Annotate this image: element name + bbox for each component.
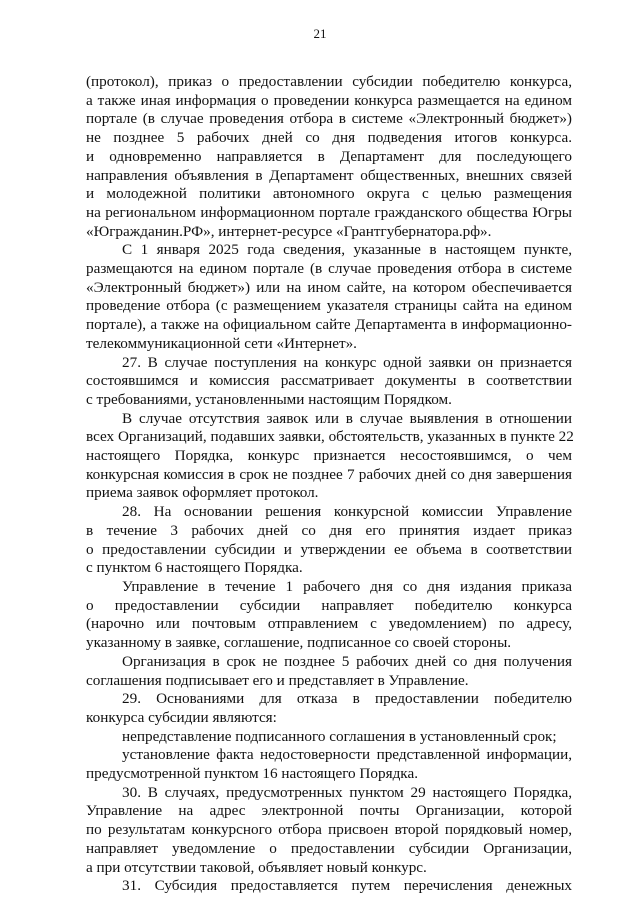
text-line: соглашения подписывает его и представляет в Управление. bbox=[86, 671, 469, 689]
page-number: 21 bbox=[313, 26, 327, 41]
text-line: телекоммуникационной сети «Интернет». bbox=[86, 334, 357, 352]
text-line: состоявшимся и комиссия рассматривает документы в соответствии bbox=[86, 372, 572, 390]
text-line: в течение 3 рабочих дней со дня его принятия издает приказ bbox=[86, 521, 572, 539]
text-line: не позднее 5 рабочих дней со дня подведения итогов конкурса. bbox=[86, 129, 572, 147]
text-line: установление факта недостоверности представленной информации, bbox=[122, 746, 572, 764]
text-line: о предоставлении субсидии и утверждении ее объема в соответствии bbox=[86, 540, 572, 558]
text-line: направляет уведомление о предоставлении субсидии Организации, bbox=[86, 839, 572, 857]
text-line: 27. В случае поступления на конкурс одной заявки он признается bbox=[122, 353, 572, 371]
paragraph bbox=[86, 728, 572, 747]
text-line: (протокол), приказ о предоставлении субсидии победителю конкурса, bbox=[86, 73, 572, 90]
text-line: С 1 января 2025 года сведения, указанные в настоящем пункте, bbox=[122, 241, 572, 259]
text-line: а при отсутствии таковой, объявляет новый конкурс. bbox=[86, 858, 427, 876]
text-line: портале), а также на официальном сайте Департамента в информационно- bbox=[86, 316, 572, 334]
text-line: В случае отсутствия заявок или в случае выявления в отношении bbox=[122, 409, 572, 427]
text-line: 30. В случаях, предусмотренных пунктом 29 настоящего Порядка, bbox=[122, 783, 572, 801]
text-line: конкурсная комиссия в срок не позднее 7 рабочих дней со дня завершения bbox=[86, 465, 572, 483]
text-line: конкурса субсидии являются: bbox=[86, 708, 277, 726]
text-line: настоящего Порядка, конкурс признается несостоявшимся, о чем bbox=[86, 447, 572, 465]
text-line: (нарочно или почтовым отправлением с уведомлением) по адресу, bbox=[86, 615, 572, 633]
text-line: и одновременно направляется в Департамент для последующего bbox=[86, 147, 572, 165]
text-line: 28. На основании решения конкурсной комиссии Управление bbox=[122, 503, 572, 521]
paragraph bbox=[86, 578, 572, 653]
text-line: «Югражданин.РФ», интернет-ресурсе «Грантгубернатора.рф». bbox=[86, 222, 492, 240]
paragraph bbox=[86, 73, 572, 241]
paragraph bbox=[86, 410, 572, 504]
text-line: Управление на адрес электронной почты Организации, которой bbox=[86, 802, 572, 820]
text-line: размещаются на едином портале (в случае проведения отбора в системе bbox=[86, 260, 572, 278]
text-line: предусмотренной пунктом 16 настоящего Порядка. bbox=[86, 765, 418, 783]
text-line: непредставление подписанного соглашения в установленный срок; bbox=[122, 727, 557, 745]
paragraph bbox=[86, 784, 572, 878]
text-line: и молодежной политики автономного округа с целью размещения bbox=[86, 185, 572, 203]
paragraph bbox=[86, 877, 572, 896]
text-line: Организация в срок не позднее 5 рабочих дней со дня получения bbox=[122, 652, 572, 670]
text-line: портале (в случае проведения отбора в системе «Электронный бюджет») bbox=[86, 110, 572, 128]
paragraph bbox=[86, 653, 572, 690]
text-line: 31. Субсидия предоставляется путем перечисления денежных bbox=[122, 877, 572, 895]
text-line: на региональном информационном портале гражданского общества Югры bbox=[86, 203, 572, 221]
paragraph bbox=[86, 746, 572, 783]
text-line: по результатам конкурсного отбора присвоен второй порядковый номер, bbox=[86, 821, 572, 839]
text-line: «Электронный бюджет») или на ином сайте, на котором обеспечивается bbox=[86, 278, 572, 296]
text-line: о предоставлении субсидии направляет победителю конкурса bbox=[86, 596, 572, 614]
text-line: направления объявления в Департамент общественных, внешних связей bbox=[86, 166, 572, 184]
text-line: с требованиями, установленными настоящим Порядком. bbox=[86, 390, 452, 408]
paragraph bbox=[86, 503, 572, 578]
paragraph bbox=[86, 354, 572, 410]
text-line: проведение отбора (с размещением указателя страницы сайта на едином bbox=[86, 297, 572, 315]
text-line: 29. Основаниями для отказа в предоставлении победителю bbox=[122, 690, 572, 708]
paragraph bbox=[86, 690, 572, 727]
text-line: приема заявок оформляет протокол. bbox=[86, 484, 319, 502]
text-line: с пунктом 6 настоящего Порядка. bbox=[86, 559, 303, 577]
text-line: Управление в течение 1 рабочего дня со дня издания приказа bbox=[122, 577, 572, 595]
text-line: всех Организаций, подавших заявки, обстоятельств, указанных в пункте 22 bbox=[86, 428, 574, 446]
document-body bbox=[86, 73, 572, 896]
text-line: указанному в заявке, соглашение, подписанное со своей стороны. bbox=[86, 634, 512, 652]
text-line: а также иная информация о проведении конкурса размещается на едином bbox=[86, 91, 572, 109]
paragraph bbox=[86, 241, 572, 353]
